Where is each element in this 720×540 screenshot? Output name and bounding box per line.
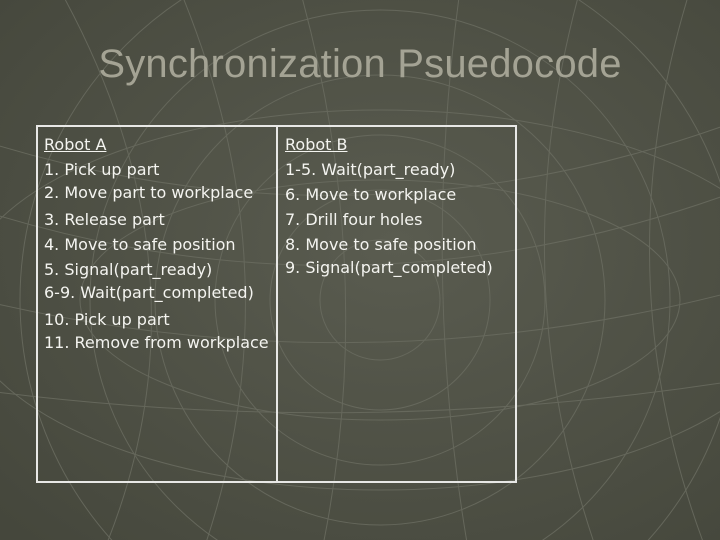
robot-b-step: 9. Signal(part_completed) xyxy=(285,258,493,277)
robot-a-heading: Robot A xyxy=(44,135,107,154)
pseudocode-table xyxy=(36,125,517,483)
robot-a-step: 3. Release part xyxy=(44,210,165,229)
robot-a-column xyxy=(38,127,278,481)
robot-a-step: 4. Move to safe position xyxy=(44,235,236,254)
robot-b-step: 7. Drill four holes xyxy=(285,210,423,229)
robot-b-step: 8. Move to safe position xyxy=(285,235,477,254)
robot-a-step: 5. Signal(part_ready) xyxy=(44,260,213,279)
robot-b-column xyxy=(278,127,515,481)
robot-a-step: 2. Move part to workplace xyxy=(44,183,254,202)
robot-a-step: 11. Remove from workplace xyxy=(44,333,269,352)
robot-b-step: 1-5. Wait(part_ready) xyxy=(285,160,456,179)
robot-b-heading: Robot B xyxy=(285,135,348,154)
robot-a-step: 1. Pick up part xyxy=(44,160,160,179)
robot-a-step: 6-9. Wait(part_completed) xyxy=(44,283,254,302)
slide-title: Synchronization Psuedocode xyxy=(98,42,622,86)
robot-a-step: 10. Pick up part xyxy=(44,310,170,329)
robot-b-step: 6. Move to workplace xyxy=(285,185,457,204)
